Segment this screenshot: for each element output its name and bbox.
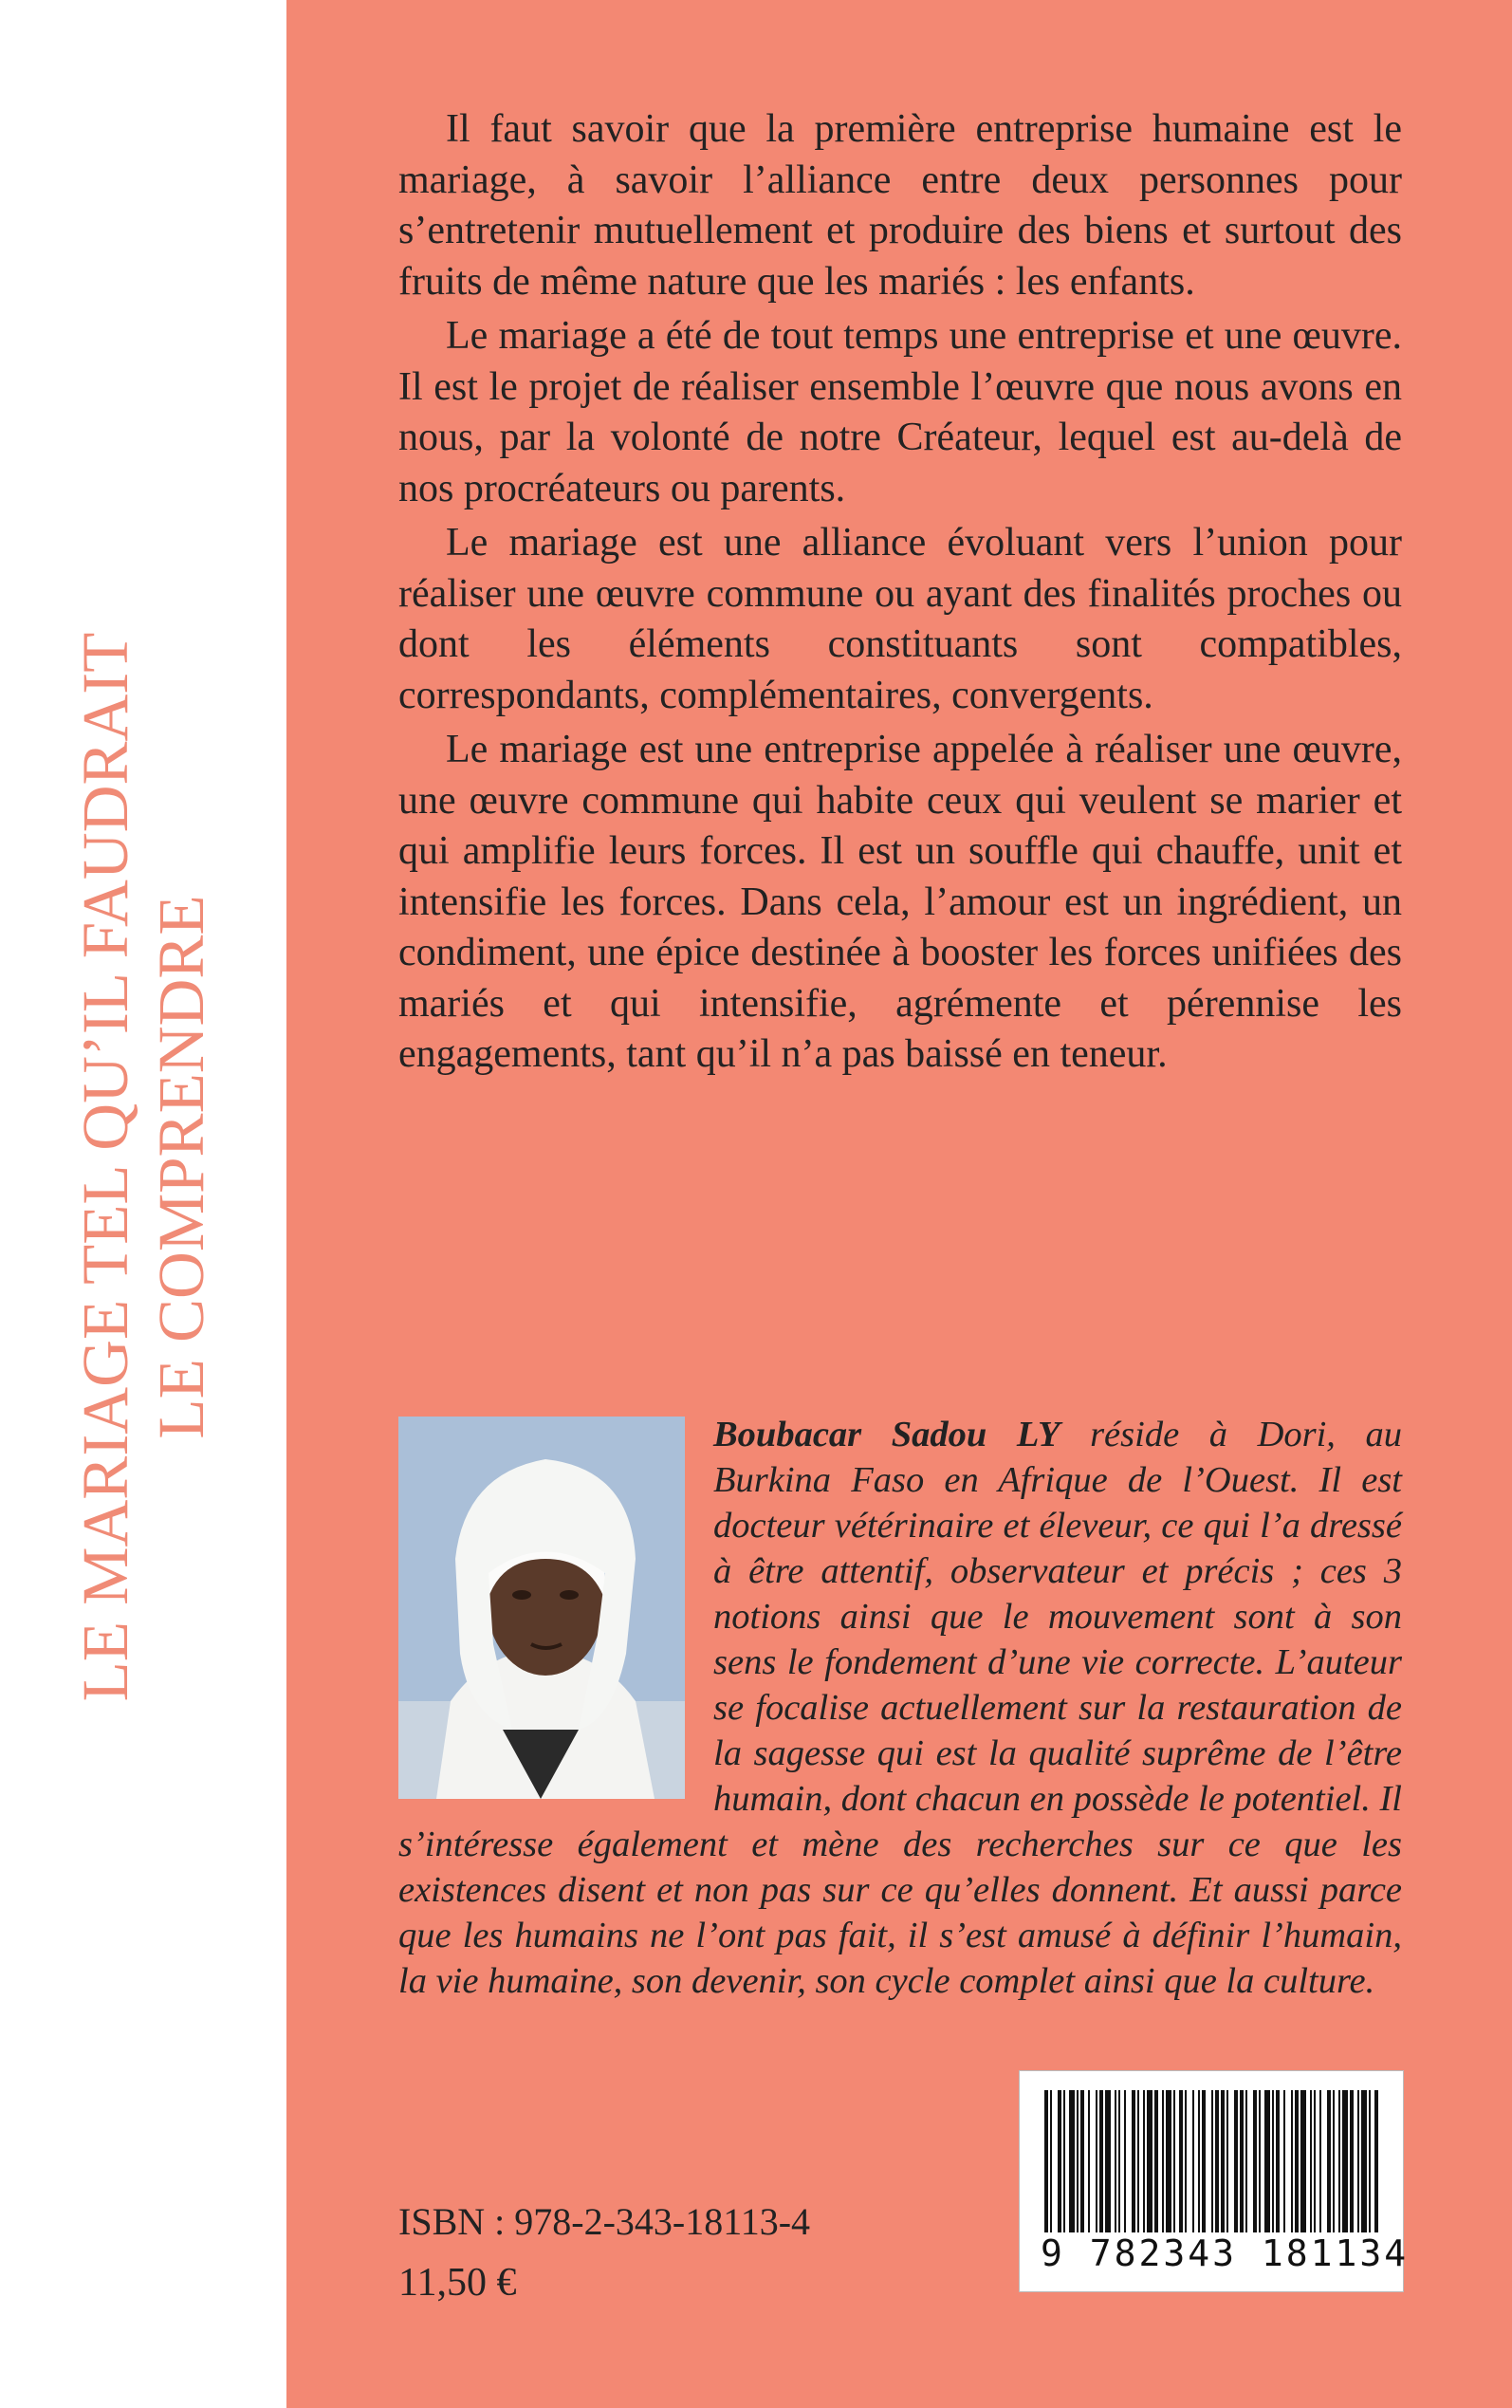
author-name: Boubacar Sadou LY: [713, 1415, 1060, 1454]
barcode-bar: [1137, 2090, 1139, 2232]
barcode-bar: [1226, 2090, 1228, 2232]
barcode: [1019, 2070, 1410, 2292]
barcode-bar: [1314, 2090, 1316, 2232]
barcode-bar: [1069, 2090, 1075, 2232]
barcode-bar: [1264, 2090, 1270, 2232]
barcode-bar: [1154, 2090, 1158, 2232]
summary-paragraph-2: Le mariage a été de tout temps une entreprise et une œuvre. Il est le projet de réaliser ensemble l’œuvre que nous avons en nous, par la volonté de notre Créateur, lequel est au-delà de nos procréateurs ou parents.: [398, 314, 1402, 510]
spine-title: [48, 123, 238, 2211]
barcode-bar: [1192, 2090, 1194, 2232]
back-cover-panel: [286, 0, 1512, 2408]
barcode-bar: [1166, 2090, 1171, 2232]
barcode-bar: [1357, 2090, 1359, 2232]
barcode-bar: [1291, 2090, 1293, 2232]
barcode-bar: [1310, 2090, 1312, 2232]
barcode-bar: [1124, 2090, 1126, 2232]
barcode-digits: 9 782343 181134: [1041, 2232, 1410, 2274]
author-bio-text: réside à Dori, au Burkina Faso en Afrique de l’Ouest. Il est docteur vétérinaire et éleveur, ce qui l’a dressé à être attentif, observateur et précis ; ces 3 notions ainsi que le mouvement sont à son sens le fondement d’une vie correcte. L’auteur se focalise actuellement sur la restauration de la sagesse qui est la qualité suprême de l’être humain, dont chacun en possède le potentiel. Il s’intéresse également et mène des recherches sur ce que les existences disent et non pas sur ce qu’elles donnent. Et aussi parce que les humains ne l’ont pas fait, il s’est amusé à définir l’humain, la vie humaine, son devenir, son cycle complet ainsi que la culture.: [398, 1415, 1402, 2001]
barcode-bar: [1259, 2090, 1261, 2232]
spine-title-line-2: LE COMPRENDRE: [145, 895, 217, 1439]
barcode-bar: [1234, 2090, 1238, 2232]
barcode-bar: [1185, 2090, 1187, 2232]
barcode-bar: [1202, 2090, 1206, 2232]
barcode-bar: [1143, 2090, 1145, 2232]
barcode-bar: [1105, 2090, 1111, 2232]
barcode-bar: [1115, 2090, 1116, 2232]
barcode-bar: [1221, 2090, 1225, 2232]
barcode-bar: [1283, 2090, 1285, 2232]
barcode-bar: [1077, 2090, 1079, 2232]
barcode-bar: [1338, 2090, 1340, 2232]
barcode-bar: [1327, 2090, 1331, 2232]
barcode-bar: [1118, 2090, 1120, 2232]
summary-paragraph-4: Le mariage est une entreprise appelée à réaliser une œuvre, une œuvre commune qui habite ceux qui veulent se marier et qui amplifie leurs forces. Il est un souffle qui chauffe, unit et intensifie les forces. Dans cela, l’amour est un ingrédient, un condiment, une épice destinée à booster les forces unifiées des mariés et qui intensifie, agrémente et pérennise les engagements, tant qu’il n’a pas baissé en teneur.: [398, 728, 1402, 1076]
isbn-label: ISBN : 978-2-343-18113-4: [398, 2200, 811, 2243]
barcode-bar: [1295, 2090, 1299, 2232]
barcode-bar: [1215, 2090, 1219, 2232]
barcode-bar: [1147, 2090, 1152, 2232]
summary-paragraph-1: Il faut savoir que la première entreprise humaine est le mariage, à savoir l’alliance entre deux personnes pour s’entretenir mutuellement et produire des biens et surtout des fruits de même nature que les mariés : les enfants.: [398, 107, 1402, 304]
barcode-bar: [1319, 2090, 1321, 2232]
price-label: 11,50 €: [398, 2261, 517, 2305]
barcode-bar: [1361, 2090, 1367, 2232]
barcode-bar: [1179, 2090, 1183, 2232]
barcode-bar: [1253, 2090, 1257, 2232]
author-portrait-image: [398, 1417, 685, 1799]
barcode-bar: [1240, 2090, 1244, 2232]
barcode-bar: [1050, 2090, 1052, 2232]
barcode-bar: [1063, 2090, 1065, 2232]
barcode-bar: [1245, 2090, 1247, 2232]
book-spine: [0, 0, 286, 2408]
barcode-bars: [1039, 2090, 1384, 2232]
barcode-bar: [1198, 2090, 1200, 2232]
barcode-bar: [1099, 2090, 1103, 2232]
barcode-bar: [1132, 2090, 1135, 2232]
barcode-bar: [1333, 2090, 1335, 2232]
barcode-bar: [1058, 2090, 1061, 2232]
summary-paragraph-3: Le mariage est une alliance évoluant vers l’union pour réaliser une œuvre commune ou ayant des finalités proches ou dont les éléments constituants sont compatibles, correspondants, complémentaires, convergents.: [398, 521, 1402, 717]
barcode-bar: [1300, 2090, 1306, 2232]
barcode-bar: [1342, 2090, 1348, 2232]
barcode-bar: [1369, 2090, 1371, 2232]
barcode-bar: [1088, 2090, 1090, 2232]
barcode-bar: [1374, 2090, 1378, 2232]
barcode-bar: [1173, 2090, 1175, 2232]
barcode-bar: [1211, 2090, 1213, 2232]
author-photo: [398, 1417, 685, 1799]
barcode-bar: [1080, 2090, 1084, 2232]
barcode-bar: [1096, 2090, 1097, 2232]
barcode-bar: [1044, 2090, 1048, 2232]
barcode-bar: [1350, 2090, 1354, 2232]
summary-text: [398, 104, 1402, 1084]
barcode-bar: [1162, 2090, 1164, 2232]
barcode-bar: [1272, 2090, 1274, 2232]
barcode-bar: [1276, 2090, 1280, 2232]
spine-title-line-1: LE MARIAGE TEL QU’IL FAUDRAIT: [69, 632, 141, 1702]
